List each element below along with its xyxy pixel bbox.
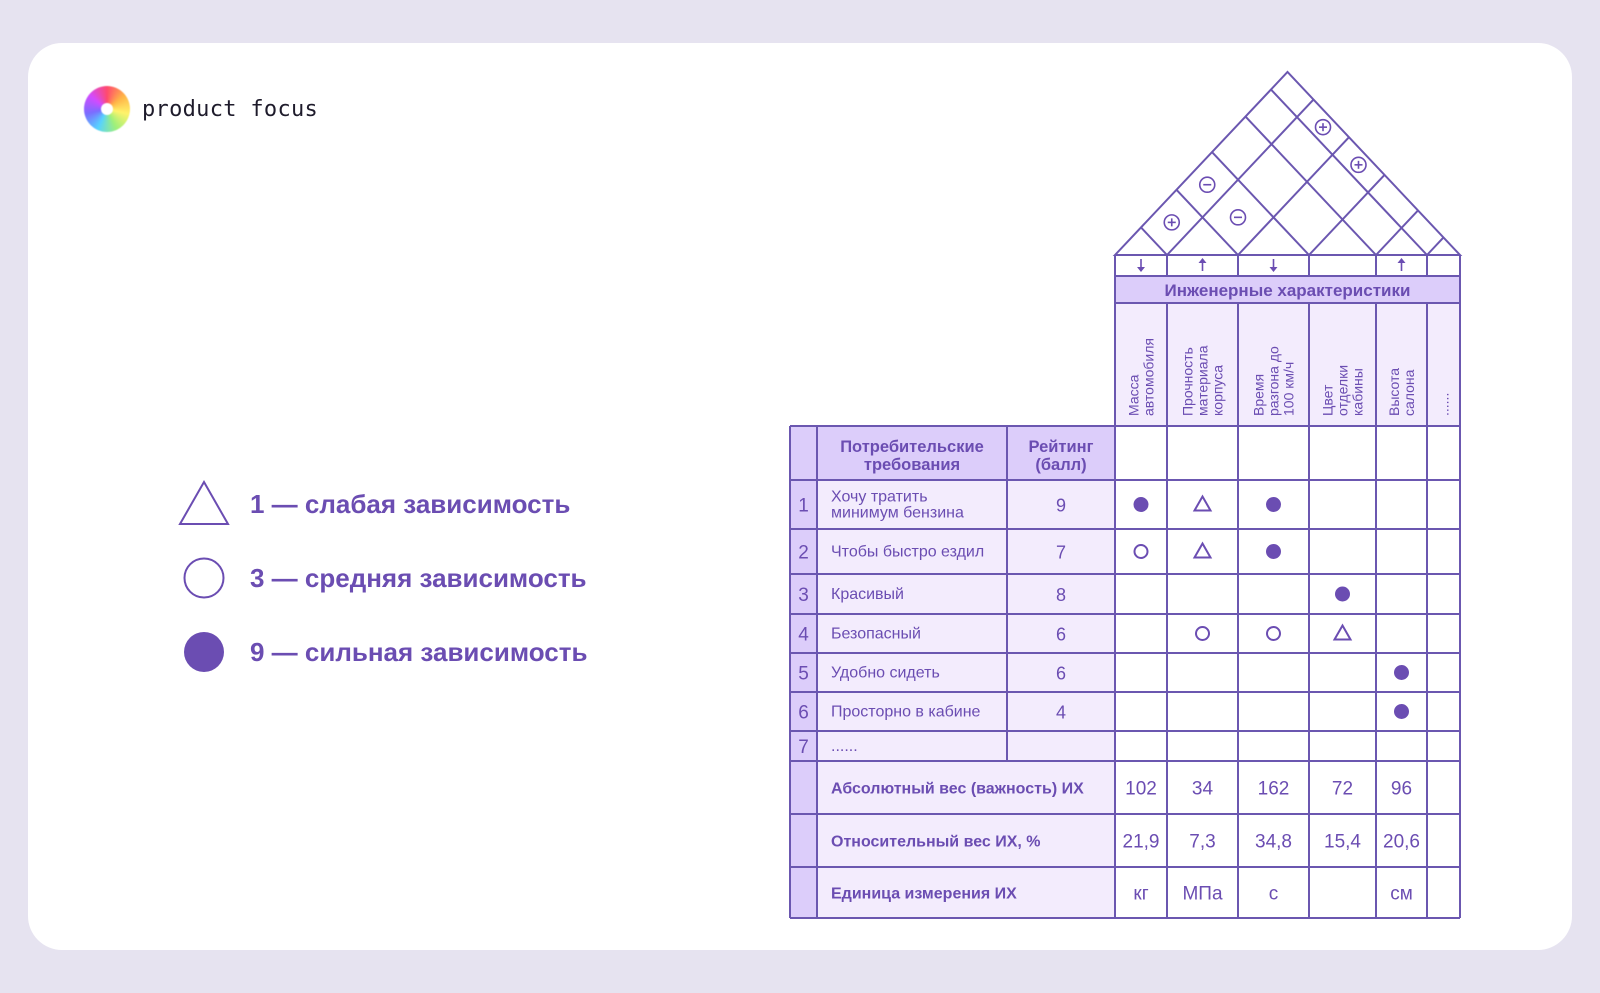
roof-diagonal [1177,190,1239,255]
strong-relation-icon [1134,497,1149,512]
medium-relation-icon [1196,627,1209,640]
strong-relation-icon [1335,587,1350,602]
summary-value: кг [1133,883,1149,905]
weak-relation-icon [1195,544,1211,558]
requirements-header: Потребительские [840,438,984,456]
summary-value: 21,9 [1122,831,1160,853]
summary-value: с [1268,883,1279,905]
requirement-rating: 9 [1055,495,1067,516]
direction-arrow-down-icon [1270,267,1278,272]
requirement-text: ...... [831,738,858,755]
row-number: 6 [798,702,809,724]
characteristic-name: Цвет [1319,384,1336,416]
requirement-rating: 6 [1055,663,1067,684]
correlation-sign: + [1171,225,1173,227]
characteristic-name: Высота [1386,367,1402,416]
requirement-rating: 7 [1055,542,1067,563]
characteristic-name: 100 км/ч [1280,361,1297,416]
requirement-text: Просторно в кабине [831,703,981,721]
direction-arrow-up-icon [1199,258,1207,263]
roof-diagonal [1309,175,1385,255]
row-number: 7 [798,737,809,758]
summary-value: МПа [1182,883,1223,905]
summary-value: 20,6 [1383,831,1420,853]
summary-label: Единица измерения ИХ [831,885,1017,903]
requirement-rating: 6 [1055,624,1067,645]
summary-label: Абсолютный вес (важность) ИХ [831,780,1084,798]
characteristic-name: разгона до [1265,346,1282,416]
summary-value: 162 [1257,778,1290,800]
rating-header: (балл) [1035,456,1087,474]
rating-header: Рейтинг [1028,438,1094,456]
requirement-text: Красивый [831,586,904,603]
characteristic-name: салона [1401,369,1417,416]
summary-label: Относительный вес ИХ, % [831,833,1041,851]
requirement-text: Хочу тратить [831,488,928,506]
weak-relation-icon [1335,626,1351,640]
summary-value: 72 [1331,778,1354,800]
weak-relation-icon [1195,497,1211,511]
strong-relation-icon [1266,497,1281,512]
summary-value: 34,8 [1255,831,1292,853]
direction-arrow-down-icon [1137,267,1145,272]
requirement-text: Удобно сидеть [831,664,940,682]
characteristic-name: материала [1194,345,1211,416]
requirement-text: Чтобы быстро ездил [831,543,985,561]
row-number: 2 [798,542,809,564]
characteristic-name: кабины [1349,368,1366,416]
characteristics-title: Инженерные характеристики [1164,281,1411,300]
summary-value: 7,3 [1189,831,1216,853]
summary-value: 96 [1390,778,1413,800]
roof-diagonal [1271,90,1427,255]
characteristic-name: корпуса [1209,364,1226,416]
summary-value: 102 [1125,778,1157,800]
correlation-sign: − [1206,187,1208,189]
medium-relation-icon [1267,627,1280,640]
requirement-text: Безопасный [831,625,921,643]
strong-relation-icon [1266,544,1281,559]
legend-label: 1 — слабая зависимость [250,488,571,519]
row-number: 5 [798,663,809,685]
roof-diagonal [1427,237,1444,255]
characteristic-name: Масса [1125,374,1142,416]
strong-relation-icon [1394,665,1409,680]
characteristic-name: Прочность [1179,347,1196,416]
summary-value: 15,4 [1324,831,1361,853]
requirement-text: минимум бензина [831,504,964,522]
row-number: 4 [798,624,809,646]
requirements-header: требования [863,456,961,474]
row-number: 1 [798,495,809,517]
characteristic-name: автомобиля [1140,338,1157,416]
roof-diagonal [1246,117,1377,255]
roof-diagonal [1376,210,1418,255]
requirement-rating: 4 [1055,702,1067,723]
strong-relation-icon [1394,704,1409,719]
correlation-sign: − [1237,220,1239,222]
roof-diagonal [1141,227,1167,255]
correlation-sign: + [1358,167,1359,169]
legend-label: 3 — средняя зависимость [250,562,587,593]
row-number: 3 [798,585,809,606]
correlation-sign: + [1322,130,1324,132]
legend-label: 9 — сильная зависимость [250,636,588,667]
direction-arrow-up-icon [1398,258,1406,263]
logo-text: product focus [142,96,319,122]
characteristic-name: Время [1250,373,1267,416]
characteristic-name: ...... [1435,392,1452,416]
summary-value: 34 [1191,778,1214,800]
medium-relation-icon [1135,545,1148,558]
summary-value: см [1390,883,1413,905]
characteristic-name: отделки [1334,364,1351,416]
requirement-rating: 8 [1055,585,1067,605]
